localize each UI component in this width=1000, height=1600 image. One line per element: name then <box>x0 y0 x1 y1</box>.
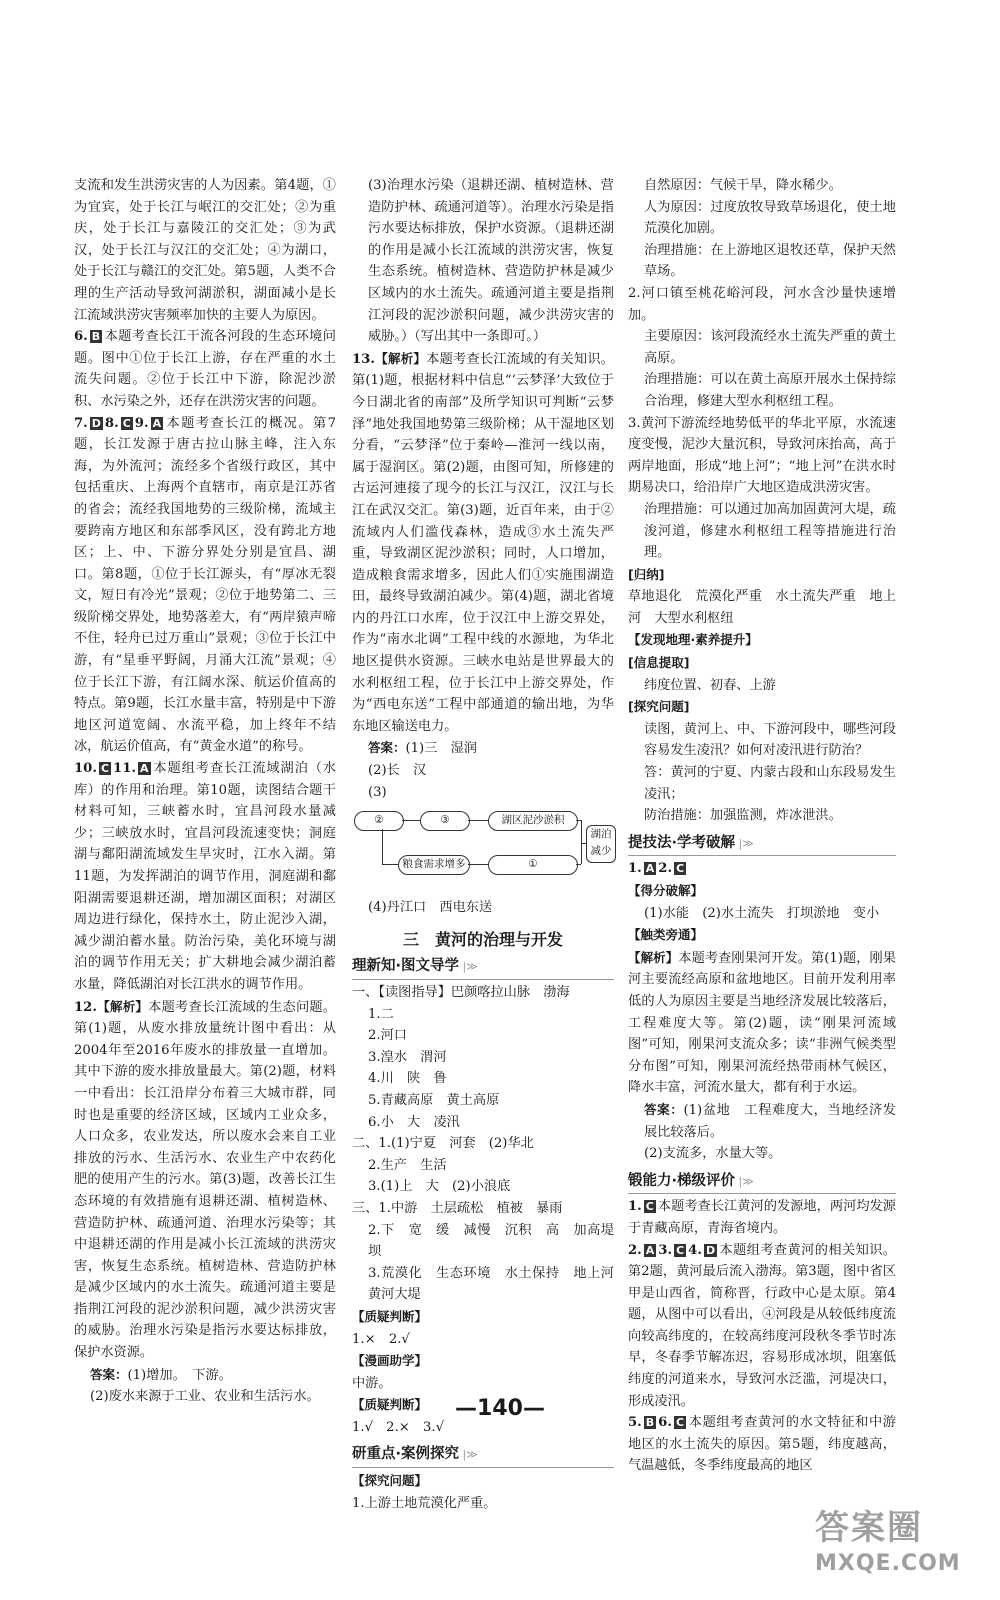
page-number: —140— <box>455 1396 545 1421</box>
paragraph <box>628 805 896 827</box>
heading-arrow-icon: |≫ <box>735 836 754 850</box>
paragraph <box>352 1493 614 1515</box>
paragraph-text: 自然原因：气候干旱，降水稀少。 <box>644 178 842 193</box>
paragraph-text: 防治措施：加强监测，炸冰泄洪。 <box>644 808 842 824</box>
paragraph <box>352 982 614 1004</box>
question-number: 3. <box>658 1242 673 1258</box>
paragraph <box>628 326 896 369</box>
watermark-logo <box>815 1505 985 1590</box>
paragraph <box>628 1240 896 1413</box>
question-number: 7. <box>74 415 88 431</box>
paragraph-text: 一、【读图指导】巴颜喀拉山脉 渤海 <box>352 985 570 1000</box>
question-number: 12. <box>74 999 97 1015</box>
answer-box: D <box>91 416 101 430</box>
flow-diagram <box>352 807 614 893</box>
paragraph <box>628 858 896 880</box>
paragraph-text: (2)长 汉 <box>368 763 427 779</box>
paragraph <box>352 1176 614 1198</box>
section-heading <box>352 956 614 980</box>
paragraph-text: 治理措施：在上游地区退牧还草，保护天然草场。 <box>644 242 896 280</box>
answer-box: B <box>645 1416 655 1430</box>
section-tag: 【探究问题】 <box>352 1473 428 1489</box>
paragraph-text: 二、1.(1)宁夏 河套 (2)华北 <box>352 1136 534 1152</box>
paragraph-text: 纬度位置、初春、上游 <box>644 677 776 693</box>
paragraph <box>352 737 614 760</box>
column-1 <box>74 175 336 1408</box>
section-tag: 【发现地理·素养提升】 <box>628 632 758 648</box>
paragraph <box>628 762 896 805</box>
section-tag: 【解析】 <box>374 350 427 366</box>
paragraph-text: (3)治理水污染（退耕还湖、植树造林、营造防护林、疏通河道等）。治理水污染是指污水要达标排放，保护水资源。（退耕还湖的作用是减小长江流域的洪涝灾害，恢复生态系统。植树造林、营造防护林是减少区域内的水土流失。疏通河道主要是指荆江河段的泥沙淤积问题，减少洪涝灾害的威胁。）（写出其中一条即可。） <box>368 178 614 345</box>
paragraph <box>628 197 896 240</box>
heading-arrow-icon: |≫ <box>459 960 478 974</box>
paragraph <box>74 326 336 412</box>
paragraph <box>352 1470 614 1493</box>
paragraph-text: 2.河口镇至桃花峪河段，河水含沙量快速增加。 <box>628 285 896 323</box>
paragraph-text: 本题组考查黄河的相关知识。第2题，黄河最后流入渤海。第3题，图中省区甲是山西省，简称晋，行政中心是太原。第4题，从图中可以看出，④河段是从较低纬度流向较高纬度的，在较高纬度河段秋冬季节时冻早，冬春季节解冻迟，容易形成冰坝，阻塞低纬度的河道来水，导致河水泛滥，河堤决口，形成凌汛。 <box>628 1242 896 1409</box>
paragraph <box>352 1068 614 1090</box>
paragraph-text: 主要原因：该河段流经水土流失严重的黄土高原。 <box>644 329 896 366</box>
section-tag: 【漫画助学】 <box>352 1353 428 1369</box>
paragraph-text: 2.下 宽 缓 减慢 沉积 高 加高堤坝 <box>368 1222 614 1260</box>
paragraph-text: 本题组考查黄河的水文特征和中游地区的水土流失的原因。第5题，纬度越高，气温越低，冬季纬度最高的地区 <box>628 1415 896 1474</box>
flow-connector <box>576 864 581 865</box>
paragraph <box>74 175 336 326</box>
column-3 <box>628 175 896 1477</box>
flow-connector <box>581 843 586 844</box>
paragraph <box>74 758 336 996</box>
paragraph <box>628 924 896 947</box>
paragraph <box>352 348 614 738</box>
question-number: 6. <box>658 1415 672 1431</box>
question-number: 1. <box>628 861 642 877</box>
paragraph <box>352 1112 614 1134</box>
section-heading <box>628 833 896 857</box>
answer-box: B <box>91 330 101 344</box>
question-number: 4. <box>688 1242 702 1258</box>
paragraph-text: (1)水能 (2)水土流失 打坝淤地 变小 <box>644 905 880 921</box>
section-tag: [归纳] <box>628 566 665 582</box>
question-number: 13. <box>352 351 375 367</box>
paragraph <box>628 175 896 197</box>
paragraph <box>352 1373 614 1395</box>
paragraph-text: 1.上游土地荒漠化严重。 <box>352 1495 497 1511</box>
answer-label: 答案： <box>644 1101 684 1117</box>
section-heading-text: 研重点·案例探究 <box>352 1446 460 1463</box>
paragraph-text: 支流和发生洪涝灾害的人为因素。第4题，①为宜宾，处于长江与岷江的交汇处；②为重庆，处于长江与嘉陵江的交汇处；③为武汉，处于长江与汉江的交汇处；④为湖口，处于长江与赣江的交汇处。第5题，人类不合理的生产活动导致河湖淤积，湖面减小是长江流域洪涝灾害频率加快的主要人为原因。 <box>74 178 336 323</box>
question-number: 2. <box>628 1242 642 1258</box>
paragraph <box>628 696 896 719</box>
paragraph <box>352 1220 614 1263</box>
paragraph <box>352 782 614 804</box>
paragraph-text: 答：黄河的宁夏、内蒙古段和山东段易发生凌汛； <box>644 765 896 802</box>
paragraph-text: 草地退化 荒漠化严重 水土流失严重 地上河 大型水利枢纽 <box>628 589 896 626</box>
paragraph-text: 5.青藏高原 黄土高原 <box>368 1092 500 1108</box>
paragraph <box>352 1198 614 1220</box>
paragraph-text: 3.湟水 渭河 <box>368 1049 447 1065</box>
answer-box: C <box>676 1243 685 1257</box>
flow-node-silt: 湖区泥沙淤积 <box>488 811 578 831</box>
paragraph <box>352 760 614 782</box>
section-tag: 【解析】 <box>628 949 679 965</box>
question-number: 10. <box>74 761 97 777</box>
section-heading <box>628 1171 896 1195</box>
answer-box: A <box>645 862 655 876</box>
flow-connector <box>382 829 383 864</box>
paragraph <box>352 1090 614 1112</box>
paragraph-text: 治理措施：可以通过加高加固黄河大堤，疏浚河道，修建水利枢纽工程等措施进行治理。 <box>644 501 896 561</box>
question-number: 6. <box>74 329 88 345</box>
paragraph <box>352 1047 614 1069</box>
paragraph-text: 本题组考查长江流域湖泊（水库）的作用和治理。第10题，读图结合题干材料可知，三峡蓄水时，宜昌河段水量减少；三峡放水时，宜昌河段流速变快；洞庭湖与鄱阳湖流域发生旱灾时，江水入湖。第11题，为发挥湖泊的调节作用，洞庭湖和鄱阳湖需要退耕还湖，增加湖区面积；对湖区周边进行绿化，保持水土，防止泥沙入湖，减少湖泊蓄水量。防治污染，美化环境与湖泊的调节作用无关；扩大耕地会减少湖泊蓄水量，降低湖泊对长江洪水的调节作用。 <box>74 761 336 992</box>
answer-box: C <box>122 416 131 430</box>
paragraph <box>628 413 896 499</box>
paragraph-text: (3) <box>368 784 387 800</box>
paragraph <box>628 586 896 629</box>
paragraph <box>628 903 896 925</box>
flow-connector <box>468 820 488 821</box>
question-number: 5. <box>628 1415 642 1431</box>
paragraph <box>628 629 896 652</box>
paragraph <box>352 1004 614 1026</box>
paragraph <box>628 652 896 675</box>
question-number: 9. <box>134 415 149 431</box>
answer-box: A <box>152 416 162 430</box>
paragraph-text: (2)废水来源于工业、农业和生活污水。 <box>90 1389 320 1405</box>
paragraph-text: 中游。 <box>352 1375 392 1391</box>
section-tag: [信息提取] <box>628 655 690 671</box>
paragraph <box>352 1263 628 1306</box>
section-heading <box>352 1444 614 1468</box>
flow-connector <box>581 820 582 864</box>
paragraph-text: 2.生产 生活 <box>368 1157 447 1173</box>
question-number: 2. <box>658 861 673 877</box>
paragraph <box>628 880 896 903</box>
paragraph <box>74 1364 336 1387</box>
paragraph-text: 1.× 2.√ <box>352 1331 410 1347</box>
section-tag: 【得分破解】 <box>628 883 704 898</box>
section-heading-text: 锻能力·梯级评价 <box>628 1172 736 1189</box>
paragraph <box>352 1329 614 1351</box>
heading-arrow-icon: |≫ <box>735 1174 754 1188</box>
watermark-text-url: MXQE.COM <box>815 1551 961 1576</box>
flow-node-3: ③ <box>420 811 470 831</box>
paragraph <box>352 897 614 919</box>
answer-box: C <box>645 1200 654 1214</box>
flow-connector <box>468 864 488 865</box>
column-2 <box>352 175 628 1514</box>
answer-box: A <box>139 762 149 776</box>
section-heading-text: 理新知·图文导学 <box>352 958 460 975</box>
paragraph-text: (1)三 湿润 <box>405 741 477 757</box>
paragraph <box>628 564 896 587</box>
paragraph-text: 治理措施：可以在黄土高原开展水土保持综合治理，修建大型水利枢纽工程。 <box>644 372 896 409</box>
paragraph-text: 4.川 陕 鲁 <box>368 1071 447 1087</box>
paragraph <box>74 996 336 1364</box>
paragraph-text: (2)支流多，水量大等。 <box>644 1146 782 1162</box>
paragraph <box>628 1143 896 1165</box>
paragraph-text: 2.河口 <box>368 1028 407 1044</box>
paragraph-text: (1)盆地 工程难度大，当地经济发展比较落后。 <box>644 1102 896 1140</box>
paragraph-text: 1.二 <box>368 1006 394 1022</box>
paragraph-text: (4)丹江口 西电东送 <box>368 900 493 916</box>
paragraph <box>628 1196 896 1239</box>
answer-box: D <box>705 1243 716 1257</box>
paragraph <box>352 175 614 348</box>
paragraph <box>74 413 336 759</box>
paragraph-text: 3.黄河下游流经地势低平的华北平原，水流速度变慢，泥沙大量沉积，导致河床抬高，高于两岸地面，形成“地上河”；“地上河”在洪水时期易决口，给沿岸广大地区造成洪涝灾害。 <box>628 415 896 496</box>
watermark-text-cn: 答案圈 <box>815 1508 923 1548</box>
flow-node-2: ② <box>354 811 404 831</box>
paragraph-text: 6.小 大 凌汛 <box>368 1114 460 1130</box>
paragraph <box>628 719 896 762</box>
paragraph <box>352 1025 614 1047</box>
flow-node-result: 湖泊减少 <box>586 825 616 863</box>
flow-node-food: 粮食需求增多 <box>398 855 470 875</box>
paragraph <box>628 369 896 412</box>
paragraph <box>628 283 896 326</box>
answer-label: 答案： <box>90 1366 128 1382</box>
paragraph-text: 本题考查长江流域的生态问题。第(1)题，从废水排放量统计图中看出：从2004年至2016年废水的排放量一直增加。其中下游的废水排放量最大。第(2)题，材料一中看出：长江沿岸分布着三大城市群，同时也是重要的经济区域，区域内工业众多，人口众多，农业发达，所以废水会来自工业排放的污水、生活污水、农业生产中农药化肥的使用产生的污水。第(3)题，改善长江生态环境的有效措施有退耕还湖、植树造林、营造防护林、疏通河道、治理水污染等；其中退耕还湖的作用是减小长江流域的洪涝灾害，恢复生态系统。植树造林、营造防护林是减少区域内的水土流失。疏通河道主要是指荆江河段的泥沙淤积问题，减少洪涝灾害的威胁。治理水污染是指污水要达标排放，保护水资源。 <box>74 999 336 1361</box>
answer-box: C <box>100 762 110 776</box>
flow-connector <box>402 820 420 821</box>
section-tag: [探究问题] <box>628 699 690 715</box>
paragraph <box>352 1133 614 1155</box>
section-tag: 【质疑判断】 <box>352 1308 428 1324</box>
paragraph <box>352 1155 614 1177</box>
paragraph <box>628 240 896 283</box>
paragraph <box>628 675 896 697</box>
paragraph <box>352 1350 614 1373</box>
flow-connector <box>382 864 398 865</box>
section-tag: 【解析】 <box>96 998 149 1014</box>
question-number: 8. <box>104 415 119 431</box>
paragraph-text: 三、1.中游 土层疏松 植被 暴雨 <box>352 1200 563 1216</box>
paragraph-text: 1.√ 2.× 3.√ <box>352 1419 444 1435</box>
section-tag: 【触类旁通】 <box>628 927 704 943</box>
paragraph-text: 3.(1)上 大 (2)小浪底 <box>368 1179 511 1195</box>
paragraph-text: 本题考查长江黄河的发源地，两河均发源于青藏高原，青海省境内。 <box>628 1199 896 1236</box>
paragraph-text: 本题考查长江的概况。第7题，长江发源于唐古拉山脉主峰，注入东海，为外流河；流经多个省级行政区，其中包括重庆、上海两个直辖市，南京是江苏省的省会；流经我国地势的三级阶梯，流域主要跨南方地区和东部季风区，没有跨北方地区；上、中、下游分界处分别是宜昌、湖口。第8题，①位于长江源头，有“厚冰无裂文，短日有冷光”景观；②位于地势第二、三级阶梯交界处，地势落差大，有“两岸猿声啼不住，轻舟已过万重山”景观；③位于长江中游，有“星垂平野阔，月涌大江流”景观；④位于长江下游，有江阔水深、航运价值高的特点。第9题，长江水量丰富，特别是中下游地区河道宽阔、水流平稳，加上终年不结冰，航运价值高，有“黄金水道”的称号。 <box>74 415 336 755</box>
question-number: 1. <box>628 1199 642 1215</box>
paragraph <box>628 947 896 1099</box>
paragraph <box>628 1412 896 1477</box>
section-tag: 【质疑判断】 <box>352 1397 428 1413</box>
section-heading-text: 提技法·学考破解 <box>628 834 736 851</box>
answer-label: 答案： <box>368 740 406 756</box>
paragraph-text: (1)增加。 下游。 <box>127 1367 232 1383</box>
chapter-title: 三 黄河的治理与开发 <box>402 929 563 949</box>
answer-box: C <box>675 1416 685 1430</box>
paragraph <box>352 1306 614 1329</box>
paragraph-text: 本题考查长江流域的有关知识。第(1)题，根据材料中信息“‘云梦泽’大致位于今日湖北省的南部”及所学知识可判断“云梦泽”地处我国地势第三级阶梯；从干湿地区划分看，“云梦泽”位于秦岭—淮河一线以南，属于湿润区。第(2)题，由图可知，所修建的古运河連接了现今的长江与汉江，汉江与长江在武汉交汇。第(3)题，近百年来，由于②流域内人们滥伐森林，造成③水土流失严重，导致湖区泥沙淤积；同时，人口增加，造成粮食需求增多，因此人们①实施围湖造田，最终导致湖泊减少。第(4)题，湖北省境内的丹江口水库，位于汉江中上游交界处，作为“南水北调”工程中线的水源地，为华北地区提供水资源。三峡水电站是世界最大的水利枢纽工程，位于长江中上游交界处，作为“西电东送”工程中部通道的输出地，为华东地区输送电力。 <box>352 351 614 734</box>
paragraph <box>628 1099 896 1143</box>
paragraph-text: 3.荒漠化 生态环境 水土保持 地上河 黄河大堤 <box>368 1265 628 1303</box>
answer-box: A <box>645 1243 655 1257</box>
flow-node-1: ① <box>488 855 578 875</box>
paragraph-text: 本题考查刚果河开发。第(1)题，刚果河主要流经高原和盆地地区。目前开发利用率低的人为原因主要是当地经济发展比较落后，工程难度大等。第(2)题，读“刚果河流域图”可知，刚果河支流众多；读“非洲气候类型分布图”可知，刚果河流经热带雨林气候区，降水丰富，河流水量大，都有利于水运。 <box>628 950 896 1096</box>
paragraph-text: 读图，黄河上、中、下游河段中，哪些河段容易发生凌汛？如何对凌汛进行防治？ <box>644 721 896 759</box>
question-number: 11. <box>113 761 136 777</box>
heading-arrow-icon: |≫ <box>459 1448 478 1462</box>
answer-box: C <box>676 862 685 876</box>
paragraph-text: 本题考查长江干流各河段的生态环境问题。图中①位于长江上游，存在严重的水土流失问题。②位于长江中下游，除泥沙淤积、水污染之外，还存在洪涝灾害的问题。 <box>74 329 336 409</box>
paragraph <box>628 499 896 564</box>
paragraph-text: 人为原因：过度放牧导致草场退化，使土地荒漠化加剧。 <box>644 199 896 237</box>
